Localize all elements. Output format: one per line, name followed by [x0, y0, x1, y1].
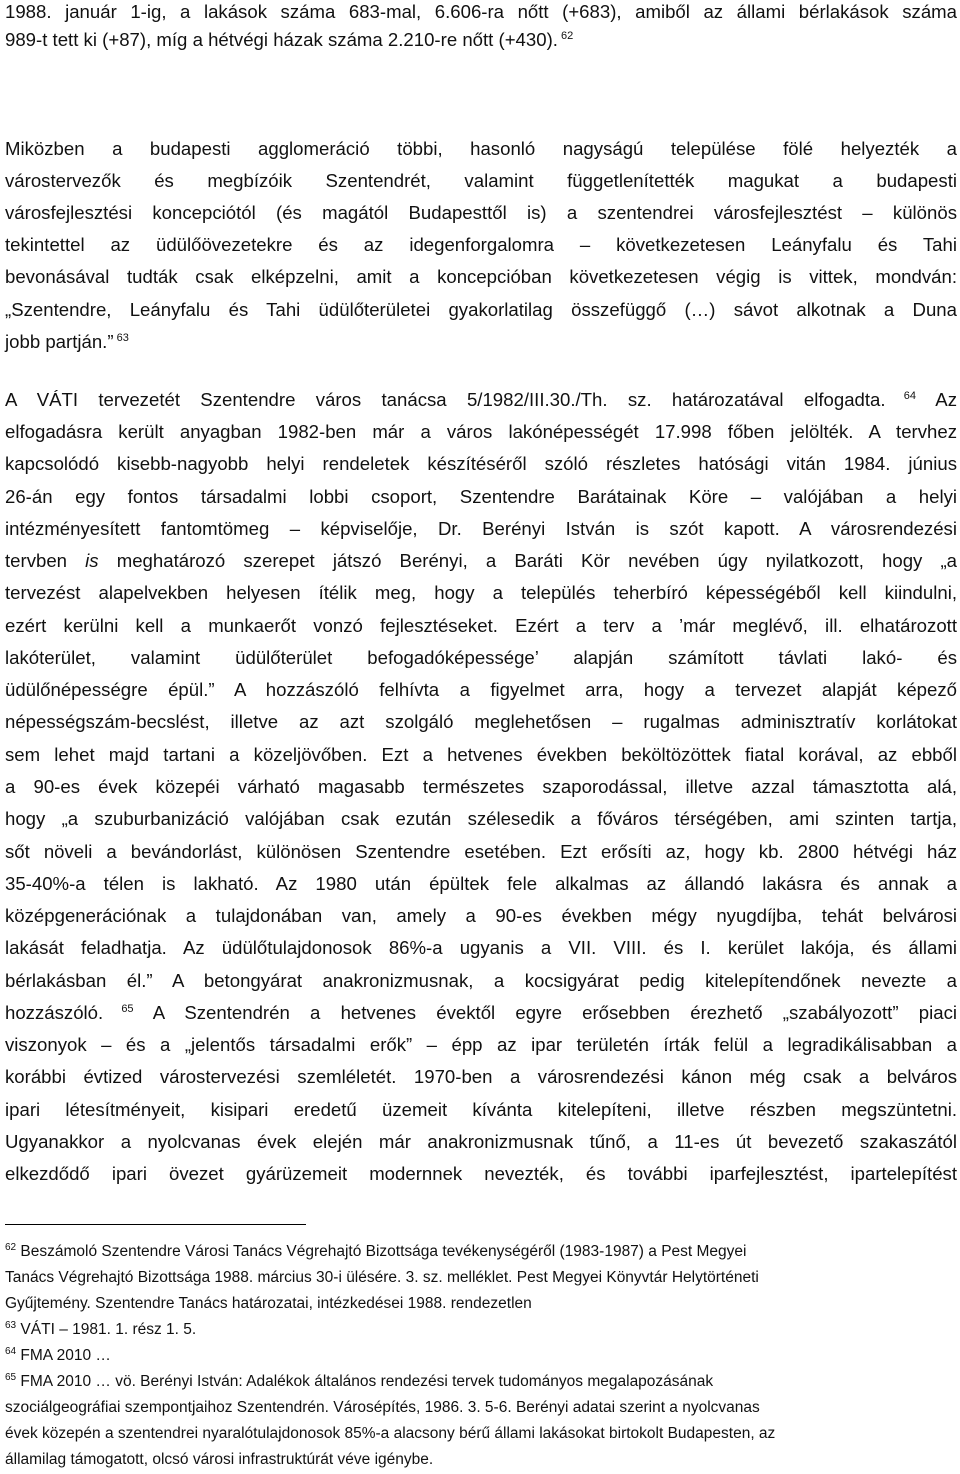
- paragraph-line: elkezdődő ipari övezet gyárüzemeit modernnek nevezték, és további iparfejlesztést, ipartelepítést: [5, 1163, 957, 1184]
- footnote-reference[interactable]: 62: [557, 30, 574, 42]
- paragraph-line: Miközben a budapesti agglomeráció többi, hasonló nagyságú települése fölé helyezték a: [5, 138, 957, 159]
- paragraph-line: ipari létesítményeit, kisipari eredetű üzemeit kívánta kitelepíteni, illetve részben megszüntetni.: [5, 1099, 957, 1120]
- footnote-line: $^{62}$ Beszámoló Szentendre Városi Tanács Végrehajtó Bizottsága tevékenységéről (1983-1987) a Pest Megyei: [5, 1242, 747, 1260]
- paragraph-line: tekintettel az üdülőövezetekre és az idegenforgalomra – következetesen Leányfalu és Tahi: [5, 234, 957, 255]
- paragraph-line: 26-án egy fontos társadalmi lobbi csoport, Szentendre Barátainak Köre – valójában a helyi: [5, 486, 957, 507]
- paragraph-line: kapcsolódó kisebb-nagyobb helyi rendeletek készítéséről szóló részletes hatósági vitán 1984. június: [5, 453, 957, 474]
- paragraph-line: elfogadásra került anyagban 1982-ben már a város lakónépességét 17.998 főben jelölték. A tervhez: [5, 421, 957, 442]
- paragraph-line: 35-40%-a télen is lakható. Az 1980 után épültek fele alkalmas az állandó lakásra és annak a: [5, 873, 957, 894]
- footnote-reference[interactable]: 63: [113, 332, 129, 344]
- footnote-line: $^{65}$ FMA 2010 … vö. Berényi István: Adalékok általános rendezési tervek tudományos megalapozásának: [5, 1372, 714, 1390]
- paragraph-line: üdülőnépességre épül.” A hozzászóló felhívta a figyelmet arra, hogy a tervezet alapját képező: [5, 679, 957, 700]
- paragraph-line: a 90-es évek közepéi várható magasabb természetes szaporodással, illetve azzal támasztotta alá,: [5, 776, 957, 797]
- paragraph-line: népességszám-becslést, illetve az azt szolgáló meglehetősen – rugalmas adminisztratív korlátokat: [5, 711, 957, 732]
- paragraph-line: Ugyanakkor a nyolcvanas évek elején már anakronizmusnak tűnő, a 11-es út bevezető szakaszától: [5, 1131, 957, 1152]
- footnote-line: Gyűjtemény. Szentendre Tanács határozatai, intézkedései 1988. rendezetlen: [5, 1295, 532, 1312]
- footnote-reference[interactable]: 64: [885, 390, 917, 402]
- footnote-number: 65: [5, 1372, 17, 1383]
- paragraph-line: 1988. január 1-ig, a lakások száma 683-mal, 6.606-ra nőtt (+683), amiből az állami bérlakások száma: [5, 1, 957, 22]
- footnote-number: 62: [5, 1242, 17, 1253]
- paragraph-line: ezért kerülni kell a munkaerőt vonzó fejlesztéseket. Ezért a terv a ’már meglévő, ill. elhatározott: [5, 615, 957, 636]
- paragraph-line: jobb partján.” $^{63}$: [5, 331, 129, 352]
- paragraph-line: középgenerációnak a tulajdonában van, amely a 90-es években mégy nyugdíjba, tehát belvárosi: [5, 905, 957, 926]
- paragraph-line: „Szentendre, Leányfalu és Tahi üdülőterületei gyakorlatilag összefüggő (…) sávot alkotnak a Duna: [5, 299, 957, 320]
- footnote-separator: [5, 1224, 306, 1225]
- paragraph-line: bérlakásban él.” A betongyárat anakronizmusnak, a kocsigyárat pedig kitelepítendőnek nevezte a: [5, 970, 957, 991]
- paragraph-line: sőt növeli a bevándorlást, különösen Szentendre esetében. Ezt erősíti az, hogy kb. 2800 hétvégi ház: [5, 841, 957, 862]
- paragraph-line: hogy „a szuburbanizáció valójában csak ezután szélesedik a főváros térségében, ami szinten tartja,: [5, 808, 957, 829]
- footnote-line: $^{63}$ VÁTI – 1981. 1. rész 1. 5.: [5, 1320, 197, 1338]
- footnote-line: évek közepén a szentendrei nyaralótulajdonosok 85%-a alacsony bérű állami lakásokat birtokolt Budapesten, az: [5, 1425, 776, 1442]
- paragraph-line: 989-t tett ki (+87), míg a hétvégi házak száma 2.210-re nőtt (+430). $^{62}$: [5, 29, 574, 50]
- footnote-number: 63: [5, 1320, 17, 1331]
- paragraph-line: tervben is meghatározó szerepet játszó Berényi, a Baráti Kör nevében úgy nyilatkozott, hogy „a: [5, 550, 957, 571]
- paragraph-line: várostervezők és megbízóik Szentendrét, valamint függetlenítették magukat a budapesti: [5, 170, 957, 191]
- paragraph-line: városfejlesztési koncepciótól (és magától Budapesttől is) a szentendrei városfejlesztést – különös: [5, 202, 957, 223]
- footnote-line: $^{64}$ FMA 2010 …: [5, 1346, 111, 1364]
- paragraph-line: intézményesített fantomtömeg – képviselője, Dr. Berényi István is szót kapott. A városrendezési: [5, 518, 957, 539]
- paragraph-line: hozzászóló. $^{65}$ A Szentendrén a hetvenes évektől egyre erősebben érezhető „szabályozott” piaci: [5, 1002, 957, 1023]
- footnote-line: államilag támogatott, olcsó városi infrastruktúrát véve igénybe.: [5, 1451, 434, 1468]
- paragraph-line: bevonásával tudták csak elképzelni, amit a koncepcióban következetesen végig is vittek, mondván:: [5, 266, 957, 287]
- footnote-number: 64: [5, 1346, 17, 1357]
- paragraph-line: viszonyok – és a „jelentős társadalmi erők” – épp az ipar területén írták felül a legradikálisabban a: [5, 1034, 957, 1055]
- footnote-line: szociálgeográfiai szempontjaihoz Szentendrén. Városépítés, 1986. 3. 5-6. Berényi adatai szerint a nyolcvanas: [5, 1399, 760, 1416]
- footnote-line: Tanács Végrehajtó Bizottsága 1988. március 30-i ülésére. 3. sz. melléklet. Pest Megyei Könyvtár Helytörténeti: [5, 1269, 759, 1286]
- paragraph-line: sem lehet majd tartani a közeljövőben. Ezt a hetvenes években beköltözöttek fiatal korával, az ebből: [5, 744, 957, 765]
- paragraph-line: A VÁTI tervezetét Szentendre város tanácsa 5/1982/III.30./Th. sz. határozatával elfogadta. $^{64}$ Az: [5, 389, 958, 410]
- footnote-reference[interactable]: 65: [103, 1003, 134, 1015]
- paragraph-line: tervezést alapelvekben helyesen ítélik meg, hogy a település teherbíró képességéből kell kiindulni,: [5, 582, 957, 603]
- paragraph-line: lakását feladhatja. Az üdülőtulajdonosok 86%-a ugyanis a VII. VIII. és I. kerület lakója, és állami: [5, 937, 957, 958]
- paragraph-line: korábbi évtized várostervezési szemléletét. 1970-ben a városrendezési kánon még csak a belváros: [5, 1066, 957, 1087]
- paragraph-line: lakóterület, valamint üdülőterület befogadóképessége’ alapján számított távlati lakó- és: [5, 647, 957, 668]
